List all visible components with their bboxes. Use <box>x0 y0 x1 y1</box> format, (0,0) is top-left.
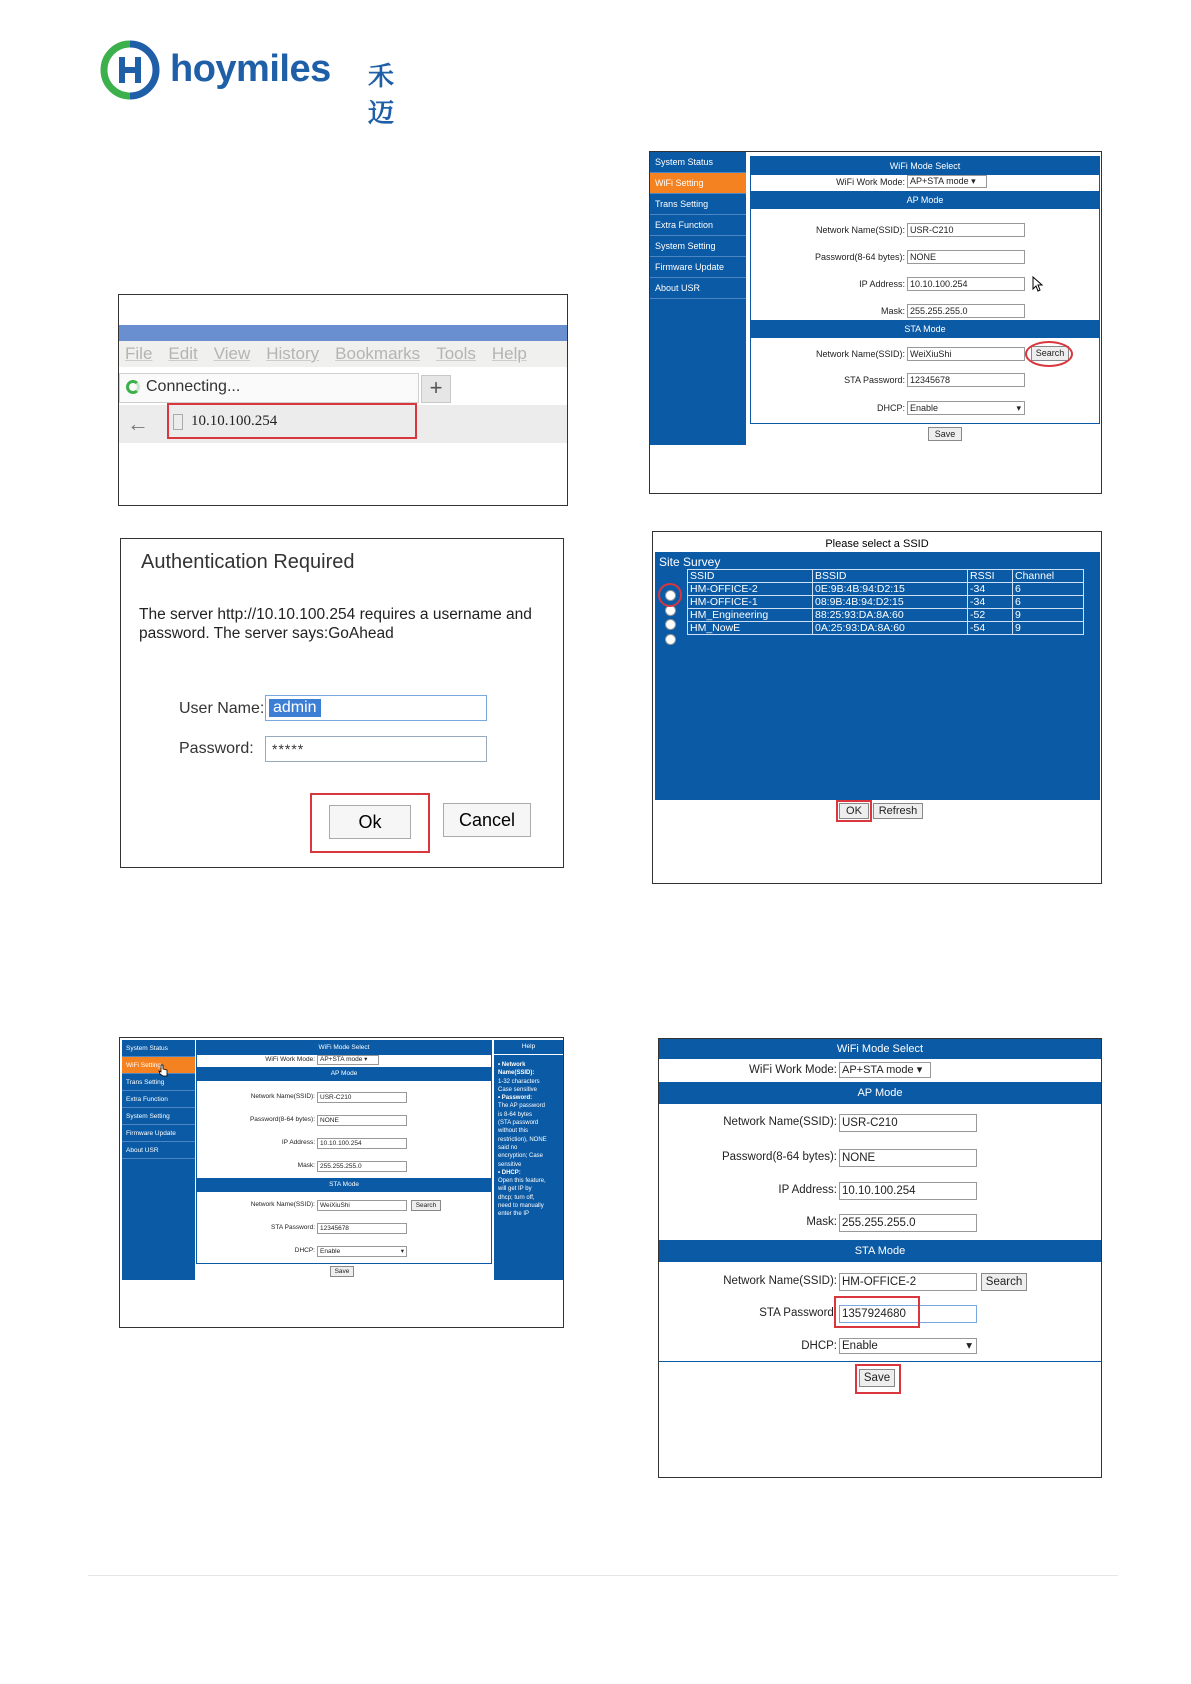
nav-system-status[interactable]: System Status <box>122 1040 195 1057</box>
help-line: dhcp; turn off, <box>498 1194 535 1201</box>
menu-help[interactable]: Help <box>491 344 527 363</box>
dialog-message <box>139 605 539 643</box>
sta-ssid-label: Network Name(SSID): <box>723 1275 837 1287</box>
cell-channel: 9 <box>1013 622 1084 635</box>
sta-password-highlight <box>834 1296 920 1328</box>
browser-screenshot <box>118 294 568 506</box>
dhcp-select[interactable] <box>317 1246 407 1257</box>
ok-button[interactable]: Ok <box>329 805 411 839</box>
work-mode-select[interactable]: AP+STA mode ▾ <box>839 1062 931 1078</box>
ip-address-input[interactable]: 10.10.100.254 <box>907 277 1025 291</box>
password-input[interactable] <box>265 736 487 762</box>
work-mode-select[interactable]: AP+STA mode ▾ <box>907 175 987 188</box>
ap-password-input[interactable]: NONE <box>839 1149 977 1167</box>
menu-edit[interactable]: Edit <box>168 344 198 363</box>
help-line: • DHCP: <box>498 1169 521 1176</box>
sta-mode-heading: STA Mode <box>751 320 1099 338</box>
survey-title: Please select a SSID <box>825 538 929 550</box>
sta-password-label: STA Password: <box>844 375 905 385</box>
hoymiles-h-icon <box>100 40 160 100</box>
save-button[interactable]: Save <box>928 427 962 441</box>
nav-system-setting[interactable]: System Setting <box>122 1108 195 1125</box>
loading-spinner-icon <box>126 380 140 394</box>
mask-input[interactable]: 255.255.255.0 <box>317 1161 407 1172</box>
help-line: said no <box>498 1144 518 1151</box>
dropdown-arrow-icon: ▾ <box>966 1340 972 1352</box>
dhcp-label: DHCP: <box>801 1340 837 1352</box>
help-line: restriction), NONE <box>498 1136 547 1143</box>
username-value: admin <box>269 699 321 717</box>
cell-ssid: HM_NowE <box>688 622 813 635</box>
sta-password-label: STA Password: <box>271 1224 315 1231</box>
help-line: enter the IP <box>498 1211 530 1218</box>
password-label: Password: <box>179 740 254 757</box>
cell-ssid: HM-OFFICE-2 <box>688 583 813 596</box>
dialog-title: Authentication Required <box>141 551 355 573</box>
dropdown-arrow-icon: ▾ <box>400 1248 404 1255</box>
wifi-mode-select-heading: WiFi Mode Select <box>659 1039 1101 1059</box>
ip-address-input[interactable]: 10.10.100.254 <box>839 1182 977 1200</box>
help-line: • Network Name(SSID): <box>498 1062 535 1077</box>
usr-wifi-help-screenshot <box>119 1037 564 1328</box>
cell-rssi: -34 <box>968 583 1013 596</box>
save-button[interactable]: Save <box>859 1369 895 1387</box>
message-line-2: password. The server says:GoAhead <box>139 625 394 642</box>
auth-dialog <box>120 538 564 868</box>
sta-ssid-input[interactable]: HM-OFFICE-2 <box>839 1273 977 1291</box>
help-text <box>494 1055 563 1219</box>
cell-rssi: -34 <box>968 596 1013 609</box>
survey-ok-button[interactable]: OK <box>839 803 869 819</box>
dropdown-arrow-icon: ▾ <box>1016 403 1021 413</box>
browser-title-bar <box>119 325 567 341</box>
survey-header-row <box>688 570 1084 583</box>
sta-password-input[interactable]: 12345678 <box>907 373 1025 387</box>
dhcp-select[interactable] <box>839 1338 977 1354</box>
ap-password-input[interactable]: NONE <box>907 250 1025 264</box>
dhcp-label: DHCP: <box>876 403 905 413</box>
address-bar[interactable] <box>167 403 417 439</box>
dhcp-select[interactable] <box>907 401 1025 415</box>
col-ssid: SSID <box>688 570 813 583</box>
nav-extra-function[interactable]: Extra Function <box>122 1091 195 1108</box>
ap-ssid-label: Network Name(SSID): <box>723 1116 837 1128</box>
cell-bssid: 0A:25:93:DA:8A:60 <box>813 622 968 635</box>
search-button[interactable]: Search <box>411 1200 441 1211</box>
table-row[interactable] <box>688 622 1084 635</box>
mask-label: Mask: <box>297 1162 315 1169</box>
ap-ssid-label: Network Name(SSID): <box>250 1093 315 1100</box>
ap-password-label: Password(8-64 bytes): <box>249 1116 315 1123</box>
help-title: Help <box>494 1040 563 1055</box>
mask-label: Mask: <box>880 306 905 316</box>
search-button[interactable]: Search <box>1031 346 1069 361</box>
radio-hm-nowe[interactable] <box>665 634 676 645</box>
help-line: sensitive <box>498 1161 522 1168</box>
cell-channel: 6 <box>1013 583 1084 596</box>
work-mode-label: WiFi Work Mode: <box>836 177 905 187</box>
cell-rssi: -52 <box>968 609 1013 622</box>
sta-mode-heading: STA Mode <box>659 1240 1101 1262</box>
usr-main-panel <box>750 156 1100 424</box>
menu-bookmarks[interactable]: Bookmarks <box>335 344 421 363</box>
work-mode-label: WiFi Work Mode: <box>265 1056 315 1063</box>
nav-system-setting[interactable]: System Setting <box>650 236 746 257</box>
new-tab-button[interactable]: + <box>421 375 451 403</box>
hand-cursor-icon <box>158 1064 168 1077</box>
cell-rssi: -54 <box>968 622 1013 635</box>
usr-sta-filled-screenshot <box>658 1038 1102 1478</box>
help-line: is 8-64 bytes <box>498 1111 533 1118</box>
ap-mode-heading: AP Mode <box>751 191 1099 209</box>
help-line: • Password: <box>498 1095 533 1102</box>
cell-ssid: HM_Engineering <box>688 609 813 622</box>
table-row[interactable] <box>688 596 1084 609</box>
save-highlight <box>855 1364 901 1394</box>
menu-file[interactable]: File <box>125 344 153 363</box>
nav-wifi-setting[interactable]: WiFi Setting <box>650 173 746 194</box>
username-label: User Name: <box>179 700 265 717</box>
dhcp-value: Enable <box>320 1248 341 1255</box>
radio-hm-engineering[interactable] <box>665 619 676 630</box>
brand-name-cn: 禾迈 <box>368 62 395 129</box>
search-highlight <box>1025 341 1073 367</box>
nav-extra-function[interactable]: Extra Function <box>650 215 746 236</box>
table-row[interactable] <box>688 583 1084 596</box>
page-icon <box>173 414 183 430</box>
help-line: The AP password <box>498 1103 545 1110</box>
nav-trans-setting[interactable]: Trans Setting <box>122 1074 195 1091</box>
help-line: 1-32 characters <box>498 1078 540 1085</box>
usr-sidebar <box>650 152 746 445</box>
dhcp-label: DHCP: <box>294 1247 315 1254</box>
ok-highlight <box>836 800 872 822</box>
sta-password-input[interactable]: 12345678 <box>317 1223 407 1234</box>
site-survey-screenshot <box>652 531 1102 884</box>
work-mode-label: WiFi Work Mode: <box>749 1064 837 1076</box>
ap-ssid-label: Network Name(SSID): <box>815 225 905 235</box>
ip-address-label: IP Address: <box>778 1184 837 1196</box>
ap-ssid-input[interactable]: USR-C210 <box>907 223 1025 237</box>
help-line: Open this feature, <box>498 1178 546 1185</box>
dhcp-value: Enable <box>842 1340 878 1352</box>
ip-address-label: IP Address: <box>859 279 905 289</box>
wifi-mode-select-heading: WiFi Mode Select <box>751 157 1099 175</box>
mask-label: Mask: <box>806 1216 837 1228</box>
wifi-mode-select-heading: WiFi Mode Select <box>197 1041 491 1055</box>
tab-label: Connecting... <box>146 378 241 395</box>
cell-bssid: 0E:9B:4B:94:D2:15 <box>813 583 968 596</box>
hoymiles-logo <box>100 40 400 129</box>
sta-password-input[interactable]: 1357924680 <box>839 1305 977 1323</box>
browser-tab[interactable] <box>119 373 419 403</box>
panel-bottom-border <box>659 1361 1101 1362</box>
dhcp-value: Enable <box>910 403 939 413</box>
password-value: ***** <box>272 741 305 757</box>
nav-firmware-update[interactable]: Firmware Update <box>650 257 746 278</box>
sta-ssid-input[interactable]: WeiXiuShi <box>907 347 1025 361</box>
mask-input[interactable]: 255.255.255.0 <box>907 304 1025 318</box>
menu-view[interactable]: View <box>213 344 251 363</box>
help-line: (STA password <box>498 1120 539 1127</box>
help-line: without this <box>498 1128 529 1135</box>
search-button[interactable]: Search <box>981 1273 1027 1291</box>
ap-password-label: Password(8-64 bytes): <box>814 252 905 262</box>
cell-channel: 9 <box>1013 609 1084 622</box>
survey-table <box>687 569 1084 635</box>
survey-heading: Site Survey <box>659 555 721 569</box>
ip-address-label: IP Address: <box>281 1139 315 1146</box>
col-channel: Channel <box>1013 570 1084 583</box>
ap-password-label: Password(8-64 bytes): <box>721 1151 837 1163</box>
brand-name: hoymiles <box>170 48 331 90</box>
ap-mode-heading: AP Mode <box>197 1067 491 1081</box>
nav-system-status[interactable]: System Status <box>650 152 746 173</box>
mask-input[interactable]: 255.255.255.0 <box>839 1214 977 1232</box>
nav-trans-setting[interactable]: Trans Setting <box>650 194 746 215</box>
footer-divider <box>88 1575 1118 1576</box>
help-panel <box>494 1040 563 1280</box>
username-input[interactable] <box>265 695 487 721</box>
sta-password-label: STA Password: <box>759 1307 837 1319</box>
browser-menu-bar <box>119 341 567 367</box>
sta-ssid-label: Network Name(SSID): <box>250 1201 315 1208</box>
table-row[interactable] <box>688 609 1084 622</box>
cell-bssid: 88:25:93:DA:8A:60 <box>813 609 968 622</box>
nav-firmware-update[interactable]: Firmware Update <box>122 1125 195 1142</box>
work-mode-select[interactable]: AP+STA mode ▾ <box>317 1055 379 1065</box>
cell-bssid: 08:9B:4B:94:D2:15 <box>813 596 968 609</box>
nav-wifi-setting[interactable]: WiFi Setting <box>122 1057 195 1074</box>
ap-ssid-input[interactable]: USR-C210 <box>839 1114 977 1132</box>
menu-history[interactable]: History <box>266 344 320 363</box>
col-rssi: RSSI <box>968 570 1013 583</box>
help-line: need to manually <box>498 1203 544 1210</box>
cancel-button[interactable]: Cancel <box>443 803 531 837</box>
sta-mode-heading: STA Mode <box>197 1178 491 1192</box>
help-line: will get IP by <box>498 1186 532 1193</box>
radio-highlight <box>658 583 682 607</box>
nav-about-usr[interactable]: About USR <box>122 1142 195 1159</box>
save-button[interactable]: Save <box>330 1266 354 1277</box>
message-line-1: The server http://10.10.100.254 requires a username and <box>139 606 532 623</box>
refresh-button[interactable]: Refresh <box>873 803 923 819</box>
cell-channel: 6 <box>1013 596 1084 609</box>
menu-tools[interactable]: Tools <box>436 344 476 363</box>
help-line: Case sensitive <box>498 1086 538 1093</box>
sta-ssid-label: Network Name(SSID): <box>815 349 905 359</box>
ip-address-input[interactable]: 10.10.100.254 <box>317 1138 407 1149</box>
sta-ssid-input[interactable]: WeiXiuShi <box>317 1200 407 1211</box>
cell-ssid: HM-OFFICE-1 <box>688 596 813 609</box>
nav-about-usr[interactable]: About USR <box>650 278 746 299</box>
ap-password-input[interactable]: NONE <box>317 1115 407 1126</box>
usr-main-panel-small <box>196 1040 492 1264</box>
ap-ssid-input[interactable]: USR-C210 <box>317 1092 407 1103</box>
usr-wifi-setting-screenshot <box>649 151 1102 494</box>
help-line: encryption; Case <box>498 1153 544 1160</box>
cursor-icon <box>1032 276 1044 292</box>
url-text: 10.10.100.254 <box>191 413 278 429</box>
ap-mode-heading: AP Mode <box>659 1082 1101 1104</box>
col-bssid: BSSID <box>813 570 968 583</box>
survey-panel <box>655 552 1100 800</box>
back-arrow-icon[interactable]: ← <box>127 411 149 436</box>
